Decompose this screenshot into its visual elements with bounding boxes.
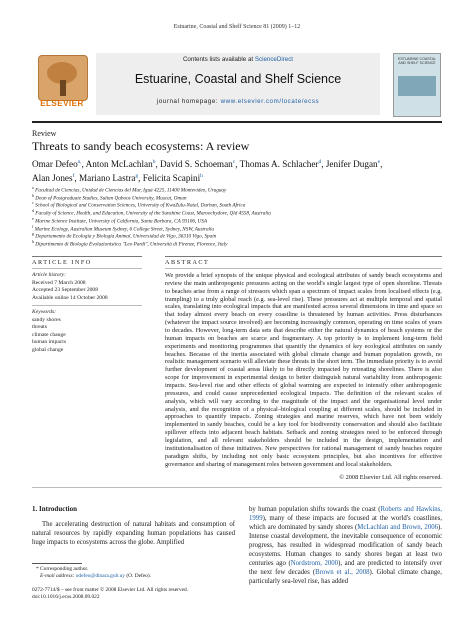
history-accepted: Accepted 23 September 2008 (32, 287, 99, 293)
article-history (32, 272, 142, 302)
footnote (32, 566, 235, 580)
elsevier-wordmark: ELSEVIER (40, 99, 84, 108)
intro-text-run: by human population shifts towards the coast ( (249, 506, 381, 513)
introduction-heading: 1. Introduction (32, 505, 77, 513)
contents-prefix: Contents lists available at (182, 56, 255, 63)
article-info-heading: ARTICLE INFO (32, 259, 92, 266)
affiliation-marker: f (32, 223, 34, 229)
front-matter-meta (32, 587, 332, 601)
citation-link[interactable]: Nordstrom, 2000 (290, 560, 339, 567)
corresponding-author-note: * Corresponding author. (36, 566, 89, 572)
keyword-item: threats (32, 324, 47, 330)
affiliation-item (32, 238, 442, 249)
abstract-text: We provide a brief synopsis of the unique physical and ecological attributes of sandy beach ecosystems and review the main anthropogenic pressures acting on the world's single largest type of open shoreline. Threats to beaches arise from a range of stressors which span a spectrum of impact scales from localised effects (e.g. trampling) to a truly global reach (e.g. sea-level rise). These pressures act at multiple temporal and spatial scales, translating into ecological impacts that are manifested across several dimensions in time and space so that today almost every beach on every coastline is threatened by human activities. Press disturbances (whatever the impact source involved) are becoming increasingly common, operating on time scales of years to decades. However, long-term data sets that describe either the natural dynamics of beach systems or the human impacts on beaches are scarce and fragmentary. A top priority is to implement long-term field experiments and monitoring programmes that quantify the dynamics of key ecological attributes on sandy beaches. Because of the inertia associated with global climate change and human population growth, no realistic management scenario will alleviate these threats in the short term. The immediate priority is to avoid further development of coastal areas likely to be directly impacted by retreating shorelines. There is also scope for improvement in experimental design to better distinguish natural variability from anthropogenic impacts. Sea-level rise and other effects of global warming are expected to intensify other anthropogenic pressures, and could cause unprecedented ecological impacts. The definition of the relevant scales of analysis, which will vary according to the magnitude of the impact and the organisational level under analysis, and the recognition of a physical–biological coupling at different scales, should be included in approaches to quantify impacts. Zoning strategies and marine reserves, which have not been widely implemented in sandy beaches, could be a key tool for biodiversity conservation and should also facilitate spillover effects into adjacent beach habitats. Setback and zoning strategies need to be enforced through legislation, and all relevant stakeholders should be included in the design, implementation and institutionalisation of these initiatives. New perspectives for rational management of sandy beaches require paradigm shifts, by including not only basic ecosystem principles, but also incentives for effective governance and sharing of management roles between government and local stakeholders. (165, 272, 442, 468)
abstract-bottom-rule (32, 487, 442, 488)
affiliation-marker: b (32, 192, 34, 198)
email-link[interactable]: odefeo@dinara.gub.uy (75, 573, 126, 579)
introduction-text-right (249, 505, 442, 586)
intro-text-run: ). Intense coastal development, the inevitable consequence of economic progress, has resulted in widespread modification of sandy beach ecosystems. Human changes to sandy shores began at least two centuries ago ( (249, 524, 442, 567)
contents-availability (96, 56, 380, 63)
keyword-item: human impacts (32, 339, 67, 345)
sciencedirect-link[interactable]: ScienceDirect (254, 56, 294, 63)
history-received: Received 7 March 2008 (32, 279, 86, 286)
author-name: Alan Jones (32, 172, 73, 183)
affiliation-marker: g (32, 231, 34, 237)
author-affiliation-marker[interactable]: b (152, 159, 156, 165)
journal-homepage (96, 98, 380, 105)
author-affiliation-marker[interactable]: h (200, 172, 203, 179)
cover-title: ESTUARINE COASTAL AND SHELF SCIENCE (397, 57, 437, 66)
email-label: E-mail address: (40, 573, 76, 579)
affiliation-text: Faculty of Science, Health, and Education, University of the Sunshine Coast, Maroochydore, Qld 4558, Australia (34, 210, 271, 217)
author-list (32, 157, 442, 184)
affiliation-marker: h (32, 238, 34, 244)
author-name: , Thomas A. Schlacher (235, 159, 319, 170)
abstract-copyright: © 2008 Elsevier Ltd. All rights reserved. (339, 474, 442, 481)
affiliation-text: Marine Ecology, Australian Museum Sydney, 6 College Street, Sydney, NSW, Australia (33, 226, 215, 233)
author-name: , Mariano Lastra (74, 172, 136, 183)
info-sub-rule (32, 268, 142, 269)
abstract-top-rule (165, 256, 442, 257)
footnote-rule (32, 563, 82, 564)
keyword-item: climate change (32, 331, 66, 338)
keyword-item: global change (32, 346, 64, 353)
author-affiliation-marker[interactable]: e (377, 159, 381, 165)
citation-link[interactable]: Brown et al., 2008 (315, 569, 370, 576)
affiliation-marker: e (32, 215, 34, 221)
masthead-rule (32, 121, 442, 123)
author-affiliation-marker[interactable]: d (318, 159, 322, 165)
journal-citation: Estuarine, Coastal and Shelf Science 81 (2009) 1–12 (173, 24, 301, 30)
author-affiliation-marker[interactable]: g (135, 172, 139, 179)
affiliation-text: Departamento de Ecología y Biología Animal, Universidad de Vigo, 36310 Vigo, Spain (34, 233, 217, 240)
history-label: Article history: (32, 272, 67, 278)
paper-title: Threats to sandy beach ecosystems: A review (32, 139, 250, 153)
keywords-block (32, 309, 142, 354)
article-section-label: Review (32, 129, 57, 138)
author-name: Omar Defeo (32, 159, 78, 170)
author-name: , Felicita Scapini (138, 172, 201, 183)
affiliation-text: Marine Science Institute, University of California, Santa Barbara, CA 93106, USA (33, 218, 208, 225)
affiliation-marker: d (32, 208, 34, 214)
intro-text-run: ), many of these impacts are focused at the world's coastlines, which are dominated by sandy shores ( (249, 515, 442, 531)
email-suffix: (O. Defeo). (125, 573, 152, 579)
intro-text-run: ), and are predicted to intensify over the next few decades ( (249, 560, 442, 576)
history-online: Available online 14 October 2008 (32, 294, 108, 301)
affiliation-text: School of Biological and Conservation Sciences, University of KwaZulu-Natal, Durban, South Africa (33, 203, 246, 210)
info-mid-rule (32, 305, 142, 306)
info-top-rule (32, 256, 142, 257)
issn-line: 0272-7714/$ – see front matter © 2008 Elsevier Ltd. All rights reserved. (32, 587, 189, 593)
doi-line: doi:10.1016/j.ecss.2008.09.022 (32, 594, 100, 600)
elsevier-tree-icon (38, 55, 88, 101)
author-affiliation-marker[interactable]: c (232, 159, 236, 165)
journal-title: Estuarine, Coastal and Shelf Science (134, 72, 342, 86)
author-line-1 (32, 157, 442, 171)
author-name: , David S. Schoeman (155, 159, 233, 170)
author-name: , Jenifer Dugan (321, 159, 378, 170)
affiliation-marker: a (32, 185, 34, 190)
affiliation-text: Dipartimento di Biologia Evoluzionistica "Leo Pardi", Università di Firenze, Florence, Italy (34, 241, 228, 248)
journal-cover-thumbnail (393, 53, 441, 117)
author-affiliation-marker[interactable]: f (72, 172, 75, 179)
author-name: , (380, 159, 383, 170)
citation-link[interactable]: Roberts and Hawkins, 1999 (249, 506, 442, 522)
keywords-label: Keywords: (32, 309, 57, 315)
introduction-text-left: The accelerating destruction of natural habitats and consumption of natural resources by rapidly expanding human populations has caused huge impacts to ecosystems across the globe. Amplified (32, 521, 235, 546)
author-name: , Anton McLachlan (81, 159, 153, 170)
masthead-banner (96, 53, 380, 115)
abstract-sub-rule (165, 268, 442, 269)
elsevier-logo (32, 53, 92, 115)
citation-link[interactable]: McLachlan and Brown, 2006 (357, 524, 439, 531)
homepage-prefix: journal homepage: (156, 98, 221, 105)
affiliation-text: Dean of Postgraduate Studies, Sultan Qaboos University, Muscat, Oman (34, 195, 187, 202)
homepage-url-link[interactable]: www.elsevier.com/locate/ecss (220, 98, 320, 105)
author-affiliation-marker[interactable]: a, (77, 159, 82, 165)
affiliation-text: Facultad de Ciencias, Unidad de Ciencias del Mar, Iguá 4225, 11400 Montevideo, Uruguay (33, 187, 227, 194)
email-note (32, 573, 235, 580)
author-line-2 (32, 171, 442, 185)
keyword-item: sandy shores (32, 316, 61, 323)
affiliation-marker: c (32, 200, 34, 206)
intro-text-run: ). Global climate change, particularly sea-level rise, has added (249, 569, 443, 585)
journal-masthead (32, 53, 442, 120)
abstract-heading: ABSTRACT (165, 259, 210, 266)
cover-image (398, 76, 436, 96)
